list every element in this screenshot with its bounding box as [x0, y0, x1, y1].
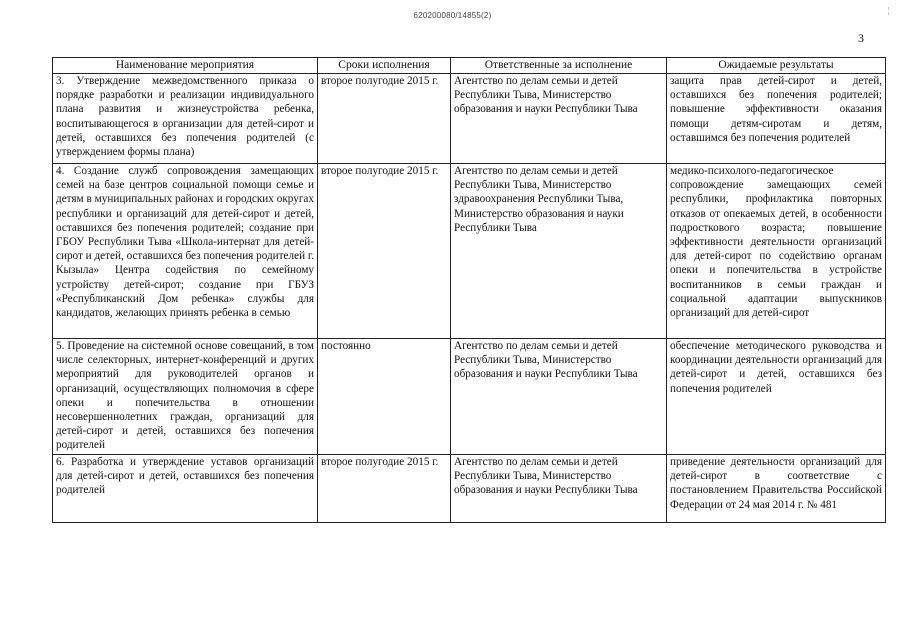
result-cell: обеспечение методического руководства и координации деятельности организаций для детей-сирот и детей, оставшихся без попечения родителей — [667, 339, 886, 455]
scan-corner-mark: ¦ — [888, 6, 890, 15]
result-cell: медико-психолого-педагогическое сопровождение замещающих семей республики, профилактика повторных отказов от опекаемых детей, в особенности подросткового возраста; повышение эффективности деятельности организаций для детей-сирот по содействию органам опеки и попечительства в устройстве воспитанников в семьи граждан и социальной адаптации выпускников организаций для детей-сирот — [667, 164, 886, 339]
responsible-cell: Агентство по делам семьи и детей Республики Тыва, Министерство здравоохранения Республики Тыва, Министерство образования и науки Республики Тыва — [451, 164, 667, 339]
deadline-cell: второе полугодие 2015 г. — [318, 74, 451, 164]
page-number: 3 — [858, 31, 864, 45]
header-deadline: Сроки исполнения — [318, 58, 451, 74]
measure-name-cell: 3. Утверждение межведомственного приказа о порядке разработки и реализации индивидуального плана развития и жизнеустройства ребенка, воспитывающегося в организации для детей-сирот и детей, оставшихся без попечения родителей (с утверждением формы плана) — [53, 74, 318, 164]
deadline-cell: второе полугодие 2015 г. — [318, 164, 451, 339]
responsible-cell: Агентство по делам семьи и детей Республики Тыва, Министерство образования и науки Республики Тыва — [451, 339, 667, 455]
measures-table — [52, 57, 886, 523]
header-expected-results: Ожидаемые результаты — [667, 58, 886, 74]
document-id: 620200080/14855(2) — [413, 11, 492, 20]
responsible-cell: Агентство по делам семьи и детей Республики Тыва, Министерство образования и науки Республики Тыва — [451, 74, 667, 164]
result-cell: приведение деятельности организаций для детей-сирот в соответствие с постановлением Правительства Российской Федерации от 24 мая 2014 г. № 481 — [667, 455, 886, 523]
header-measure-name: Наименование мероприятия — [53, 58, 318, 74]
table-row — [53, 339, 886, 455]
measure-name-cell: 4. Создание служб сопровождения замещающих семей на базе центров социальной помощи семье и детям в муниципальных районах и городских округах республики и организаций для детей-сирот и детей, оставшихся без попечения родителей; создание при ГБОУ Республики Тыва «Школа-интернат для детей-сирот и детей, оставшихся без попечения родителей г. Кызыла» Центра содействия по семейному устройству детей-сирот; создание при ГБУЗ «Республиканский Дом ребенка» службы для кандидатов, желающих принять ребенка в семью — [53, 164, 318, 339]
table-header-row — [53, 58, 886, 74]
table-row — [53, 164, 886, 339]
table-row — [53, 74, 886, 164]
measure-name-cell: 6. Разработка и утверждение уставов организаций для детей-сирот и детей, оставшихся без попечения родителей — [53, 455, 318, 523]
measure-name-cell: 5. Проведение на системной основе совещаний, в том числе селекторных, интернет-конференций и других мероприятий для руководителей органов и организаций, осуществляющих полномочия в сфере опеки и попечительства в отношении несовершеннолетних граждан, организаций для детей-сирот и детей, оставшихся без попечения родителей — [53, 339, 318, 455]
deadline-cell: второе полугодие 2015 г. — [318, 455, 451, 523]
responsible-cell: Агентство по делам семьи и детей Республики Тыва, Министерство образования и науки Республики Тыва — [451, 455, 667, 523]
table-row — [53, 455, 886, 523]
header-responsible: Ответственные за исполнение — [451, 58, 667, 74]
deadline-cell: постоянно — [318, 339, 451, 455]
result-cell: защита прав детей-сирот и детей, оставшихся без попечения родителей; повышение эффективности оказания помощи детям-сиротам и детям, оставшимся без попечения родителей — [667, 74, 886, 164]
